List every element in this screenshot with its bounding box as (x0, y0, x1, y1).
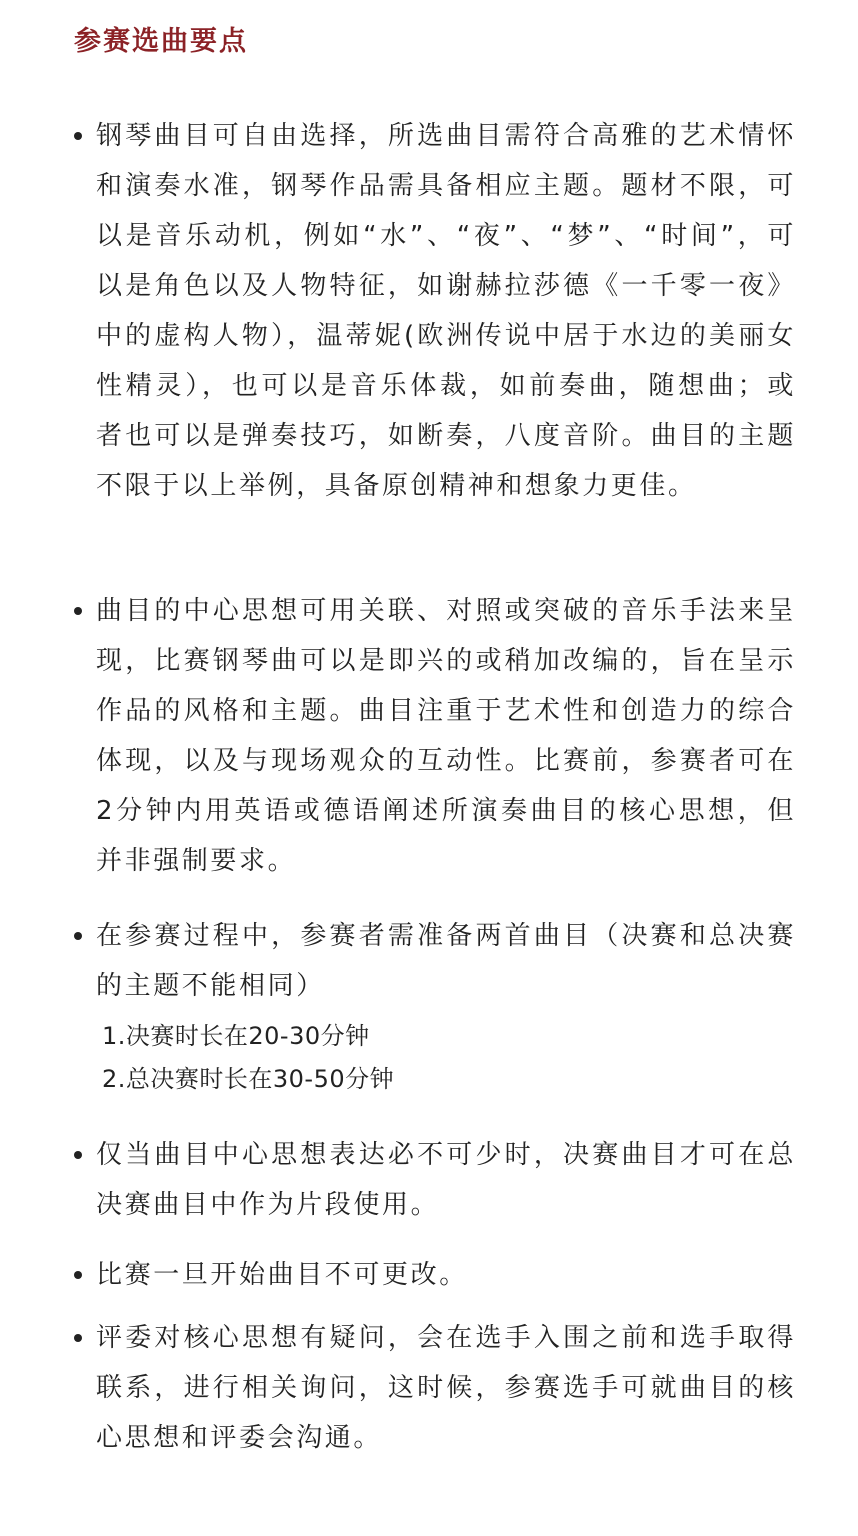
list-item (74, 586, 804, 886)
section-title: 参赛选曲要点 (74, 26, 248, 57)
list-item-text: 在参赛过程中，参赛者需准备两首曲目（决赛和总决赛的主题不能相同） (96, 921, 796, 1001)
list-item-text: 曲目的中心思想可用关联、对照或突破的音乐手法来呈现，比赛钢琴曲可以是即兴的或稍加改编的，旨在呈示作品的风格和主题。曲目注重于艺术性和创造力的综合体现，以及与现场观众的互动性。比赛前，参赛者可在2分钟内用英语或德语阐述所演奏曲目的核心思想，但并非强制要求。 (96, 596, 796, 876)
bullet-icon (74, 932, 82, 940)
list-item (74, 911, 804, 1101)
final-duration: 1.决赛时长在20-30分钟 (102, 1022, 370, 1050)
bullet-icon (74, 132, 82, 140)
list-item (74, 1130, 804, 1230)
bullet-icon (74, 1271, 82, 1279)
list-item-text: 评委对核心思想有疑问，会在选手入围之前和选手取得联系，进行相关询问，这时候，参赛选手可就曲目的核心思想和评委会沟通。 (96, 1323, 796, 1453)
list-item (74, 1313, 804, 1463)
duration-sub-list (74, 1015, 804, 1101)
bullet-icon (74, 607, 82, 615)
bullet-icon (74, 1151, 82, 1159)
list-item (74, 1250, 804, 1300)
list-item (74, 111, 804, 511)
bullet-icon (74, 1334, 82, 1342)
grand-final-duration: 2.总决赛时长在30-50分钟 (102, 1065, 395, 1093)
list-item-text: 仅当曲目中心思想表达必不可少时，决赛曲目才可在总决赛曲目中作为片段使用。 (96, 1140, 796, 1220)
list-item-text: 钢琴曲目可自由选择，所选曲目需符合高雅的艺术情怀和演奏水准，钢琴作品需具备相应主题。题材不限，可以是音乐动机，例如“水”、“夜”、“梦”、“时间”，可以是角色以及人物特征，如谢赫拉莎德《一千零一夜》中的虚构人物），温蒂妮(欧洲传说中居于水边的美丽女性精灵），也可以是音乐体裁，如前奏曲，随想曲；或者也可以是弹奏技巧，如断奏，八度音阶。曲目的主题不限于以上举例，具备原创精神和想象力更佳。 (96, 121, 796, 501)
list-item-text: 比赛一旦开始曲目不可更改。 (96, 1260, 468, 1290)
